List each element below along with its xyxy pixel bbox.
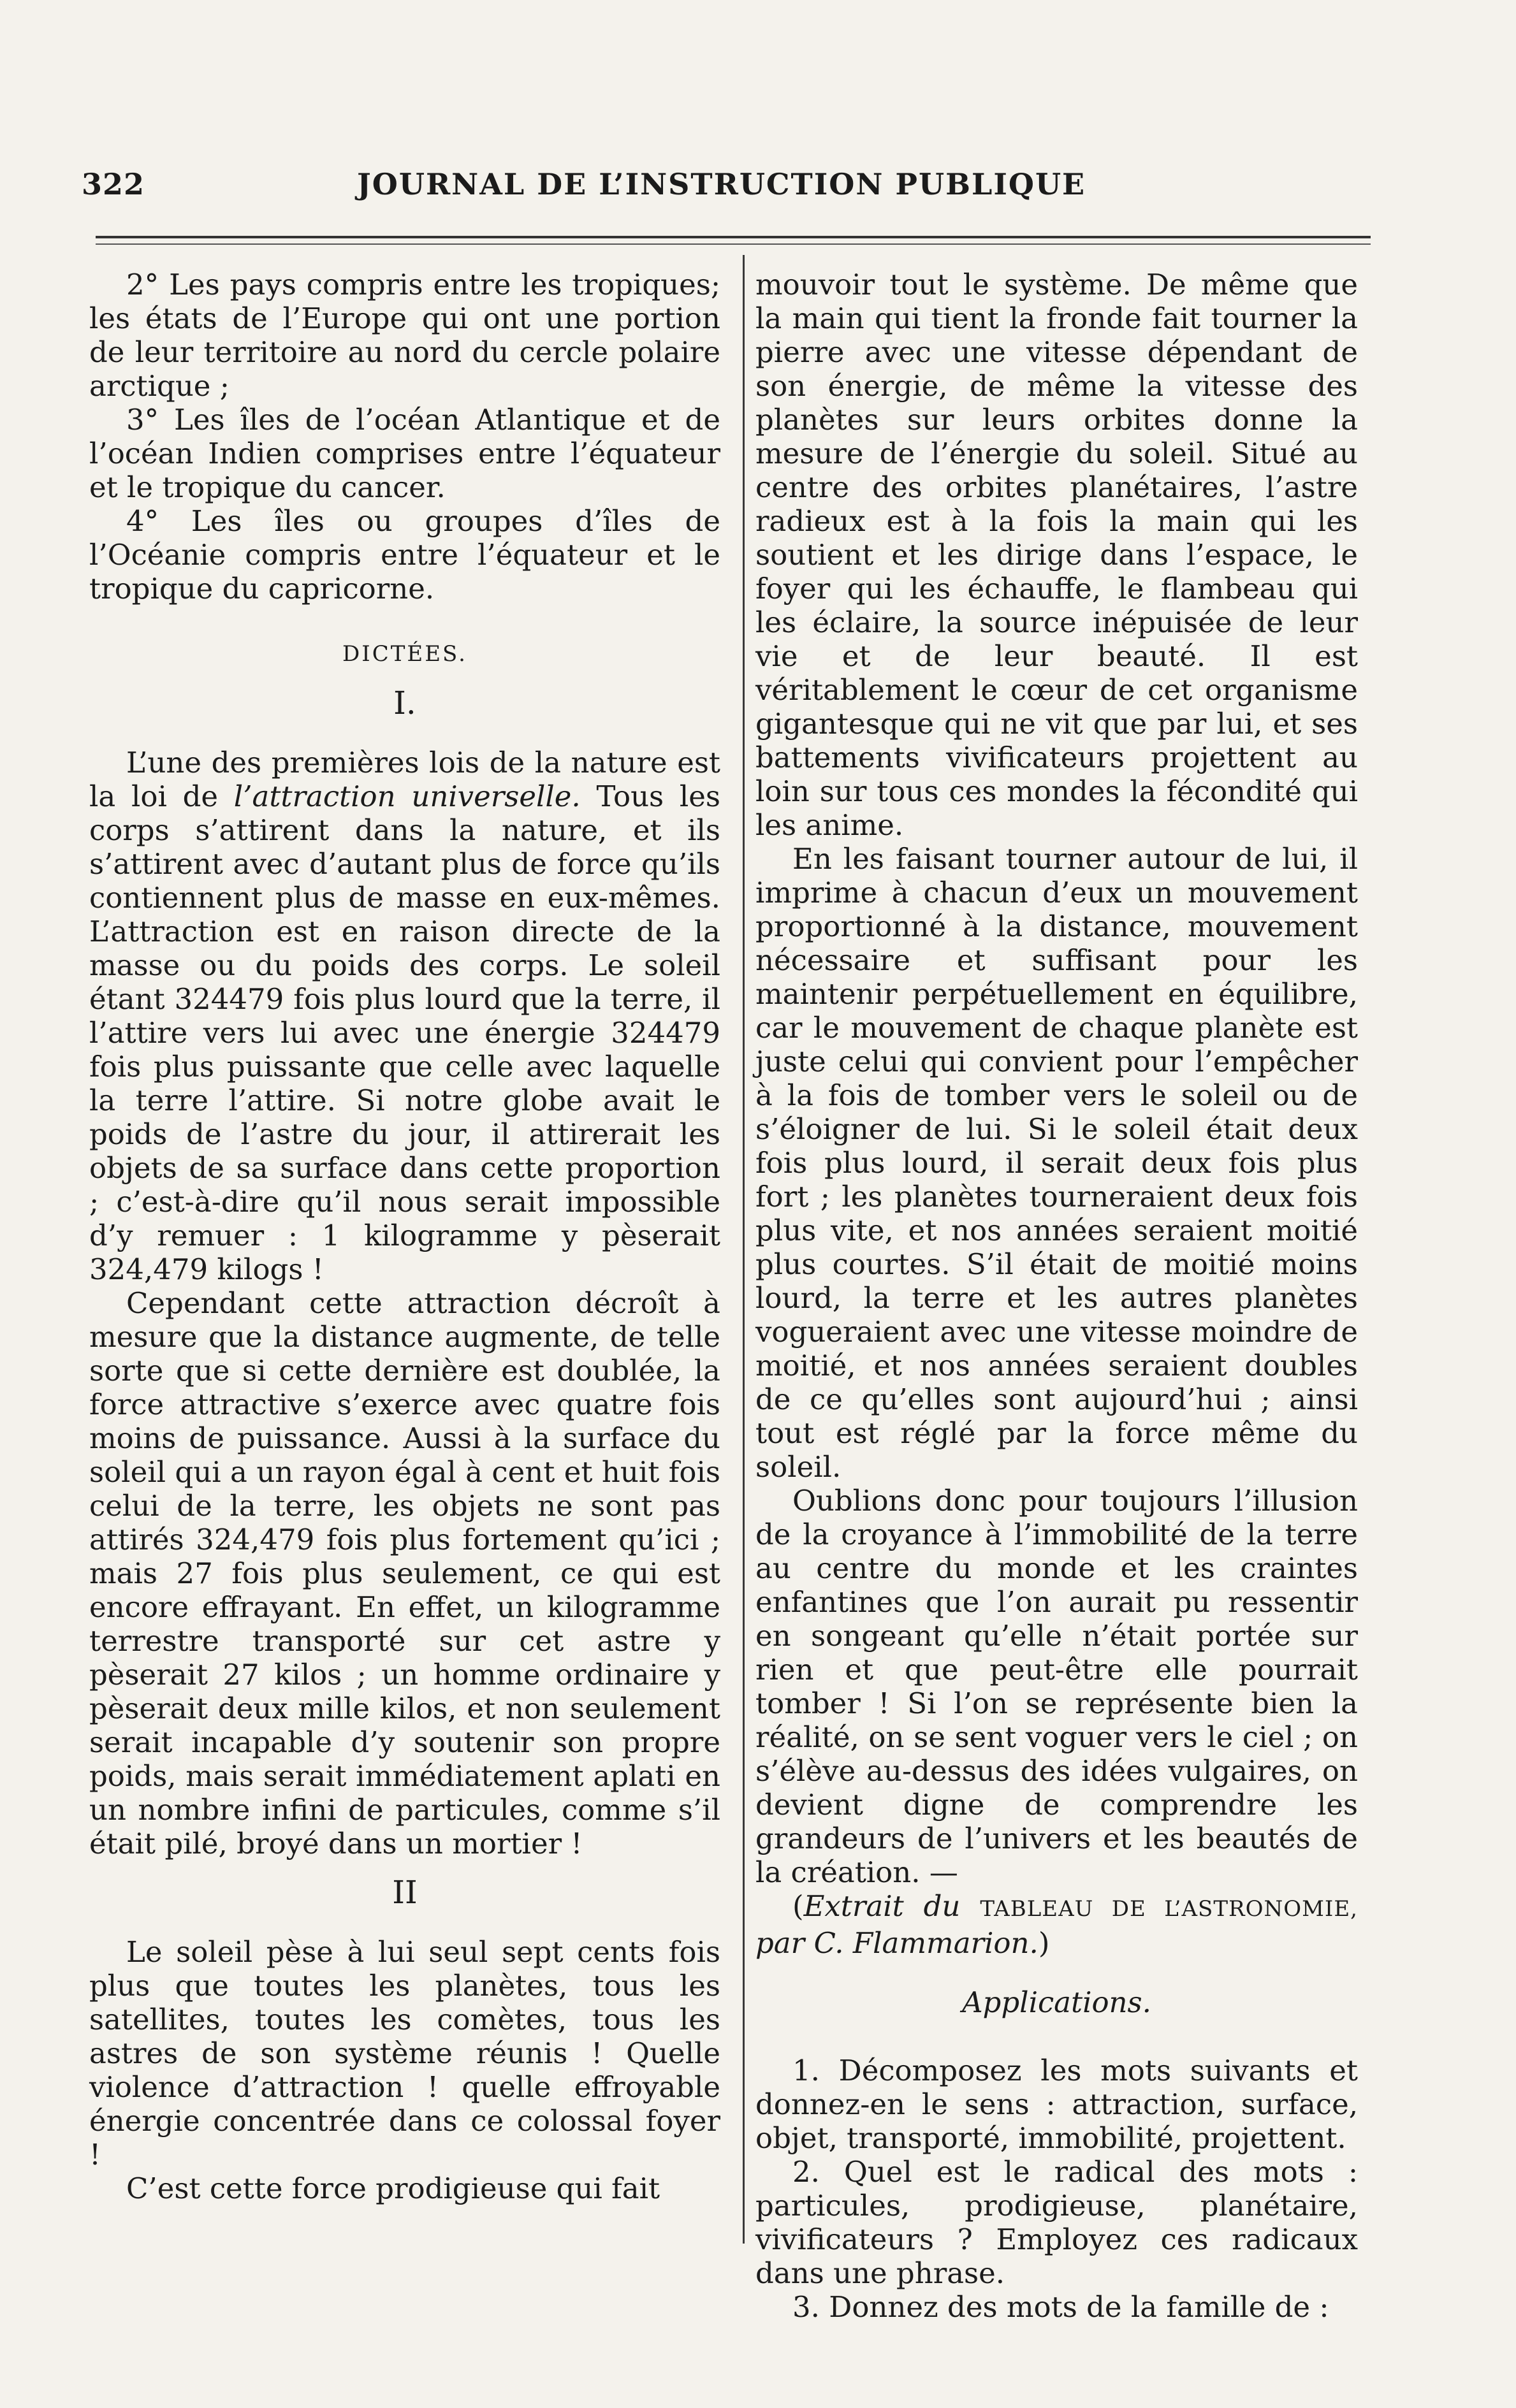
paragraph-text: Tous les corps s’attirent dans la nature, et ils s’attirent avec d’autant plus de force qu’ils contiennent plus de masse en eux-mêmes. L’attraction est en raison directe de la masse ou du poids des corps. Le soleil étant 324479 fois plus lourd que la terre, il l’attire vers lui avec une énergie 324479 fois plus puissante que celle avec laquelle la terre l’attire. Si notre globe avait le poids de l’astre du jour, il attirerait les objets de sa surface dans cette proportion ; c’est-à-dire qu’il nous serait impossible d’y remuer : 1 kilogramme y pèserait 324,479 kilogs ! xyxy=(89,780,721,1286)
citation-text: par xyxy=(755,1926,805,1960)
citation-author: C. Flammarion. xyxy=(813,1926,1039,1960)
citation-paren: ( xyxy=(792,1889,804,1923)
exercise-item: 2. Quel est le radical des mots : particules, prodigieuse, planétaire, vivificateurs ? Employez ces radicaux dans une phrase. xyxy=(755,2155,1358,2290)
exercise-item: 3. Donnez des mots de la famille de : xyxy=(792,2290,1329,2324)
section-heading-2: II xyxy=(392,1874,418,1911)
paragraph: En les faisant tourner autour de lui, il imprime à chacun d’eux un mouvement proportionné à la distance, mouvement nécessaire et suffisant pour les maintenir perpétuellement en équilibre, car le mouvement de chaque planète est juste celui qui convient pour l’empêcher à la fois de tomber vers le soleil ou de s’éloigner de lui. Si le soleil était deux fois plus lourd, il serait deux fois plus fort ; les planètes tourneraient deux fois plus vite, et nos années seraient moitié plus courtes. S’il était de moitié moins lourd, la terre et les autres planètes vogueraient avec une vitesse moindre de moitié, et nos années seraient doubles de ce qu’elles sont aujourd’hui ; ainsi tout est réglé par la force même du soleil. xyxy=(755,842,1358,1484)
paragraph-text: L’une des premières lois de la nature est la loi de xyxy=(89,746,720,813)
source-citation xyxy=(755,1889,1358,1960)
geography-list xyxy=(89,268,720,606)
header-rule-thin xyxy=(96,243,1371,245)
paragraph: Oublions donc pour toujours l’illusion de la croyance à l’immobilité de la terre au centre du monde et les craintes enfantines que l’on aurait pu ressentir en songeant qu’elle n’était portée sur rien et que peut-être elle pourrait tomber ! Si l’on se représente bien la réalité, on se sent voguer vers le ciel ; on s’élève au-dessus des idées vulgaires, on devient digne de comprendre les grandeurs de l’univers et les beautés de la création. — xyxy=(755,1484,1358,1889)
citation-paren: ) xyxy=(1038,1926,1050,1960)
list-item: 2° Les pays compris entre les tropiques; les états de l’Europe qui ont une portion de leur territoire au nord du cercle polaire arctique ; xyxy=(89,268,720,403)
citation-text: Extrait du xyxy=(803,1889,980,1923)
page-number: 322 xyxy=(82,167,145,201)
dictees-heading: DICTÉES. xyxy=(342,641,467,667)
header-rule xyxy=(96,236,1371,238)
right-column xyxy=(755,268,1358,2324)
paragraph: mouvoir tout le système. De même que la main qui tient la fronde fait tourner la pierre avec une vitesse dépendant de son énergie, de même la vitesse des planètes sur leurs orbites donne la mesure de l’énergie du soleil. Situé au centre des orbites planétaires, l’astre radieux est à la fois la main qui les soutient et les dirige dans l’espace, le foyer qui les échauffe, le flambeau qui les éclaire, la source inépuisée de leur vie et de leur beauté. Il est véritablement le cœur de cet organisme gigantesque qui ne vit que par lui, et ses battements vivificateurs projettent au loin sur tous ces mondes la fécondité qui les anime. xyxy=(755,268,1358,842)
paragraph xyxy=(89,746,720,1286)
left-column xyxy=(89,268,720,2205)
paragraph: Le soleil pèse à lui seul sept cents fois plus que toutes les planètes, tous les satellites, toutes les comètes, tous les astres de son système réunis ! Quelle violence d’attraction ! quelle effroyable énergie concentrée dans ce colossal foyer ! xyxy=(89,1935,720,2172)
column-divider xyxy=(743,255,745,2244)
list-item: 3° Les îles de l’océan Atlantique et de l’océan Indien comprises entre l’équateur et le tropique du cancer. xyxy=(89,403,720,504)
paragraph: Cependant cette attraction décroît à mesure que la distance augmente, de telle sorte que si cette dernière est doublée, la force attractive s’exerce avec quatre fois moins de puissance. Aussi à la surface du soleil qui a un rayon égal à cent et huit fois celui de la terre, les objets ne sont pas attirés 324,479 fois plus fortement qu’ici ; mais 27 fois plus seulement, ce qui est encore effrayant. En effet, un kilogramme terrestre transporté sur cet astre y pèserait 27 kilos ; un homme ordinaire y pèserait deux mille kilos, et non seulement serait incapable d’y soutenir son propre poids, mais serait immédiatement aplati en un nombre infini de particules, comme s’il était pilé, broyé dans un mortier ! xyxy=(89,1286,720,1860)
applications-heading: Applications. xyxy=(962,1985,1151,2019)
exercise-item: 1. Décomposez les mots suivants et donnez-en le sens : attraction, surface, objet, transporté, immobilité, projettent. xyxy=(755,2054,1358,2155)
paragraph: C’est cette force prodigieuse qui fait xyxy=(126,2172,660,2205)
running-title: JOURNAL DE L’INSTRUCTION PUBLIQUE xyxy=(357,167,1086,201)
emphasis-text: l’attraction universelle. xyxy=(233,780,581,813)
list-item: 4° Les îles ou groupes d’îles de l’Océanie compris entre l’équateur et le tropique du capricorne. xyxy=(89,504,720,606)
section-heading-1: I. xyxy=(393,685,416,722)
citation-title: TABLEAU DE L’ASTRONOMIE, xyxy=(980,1896,1358,1922)
